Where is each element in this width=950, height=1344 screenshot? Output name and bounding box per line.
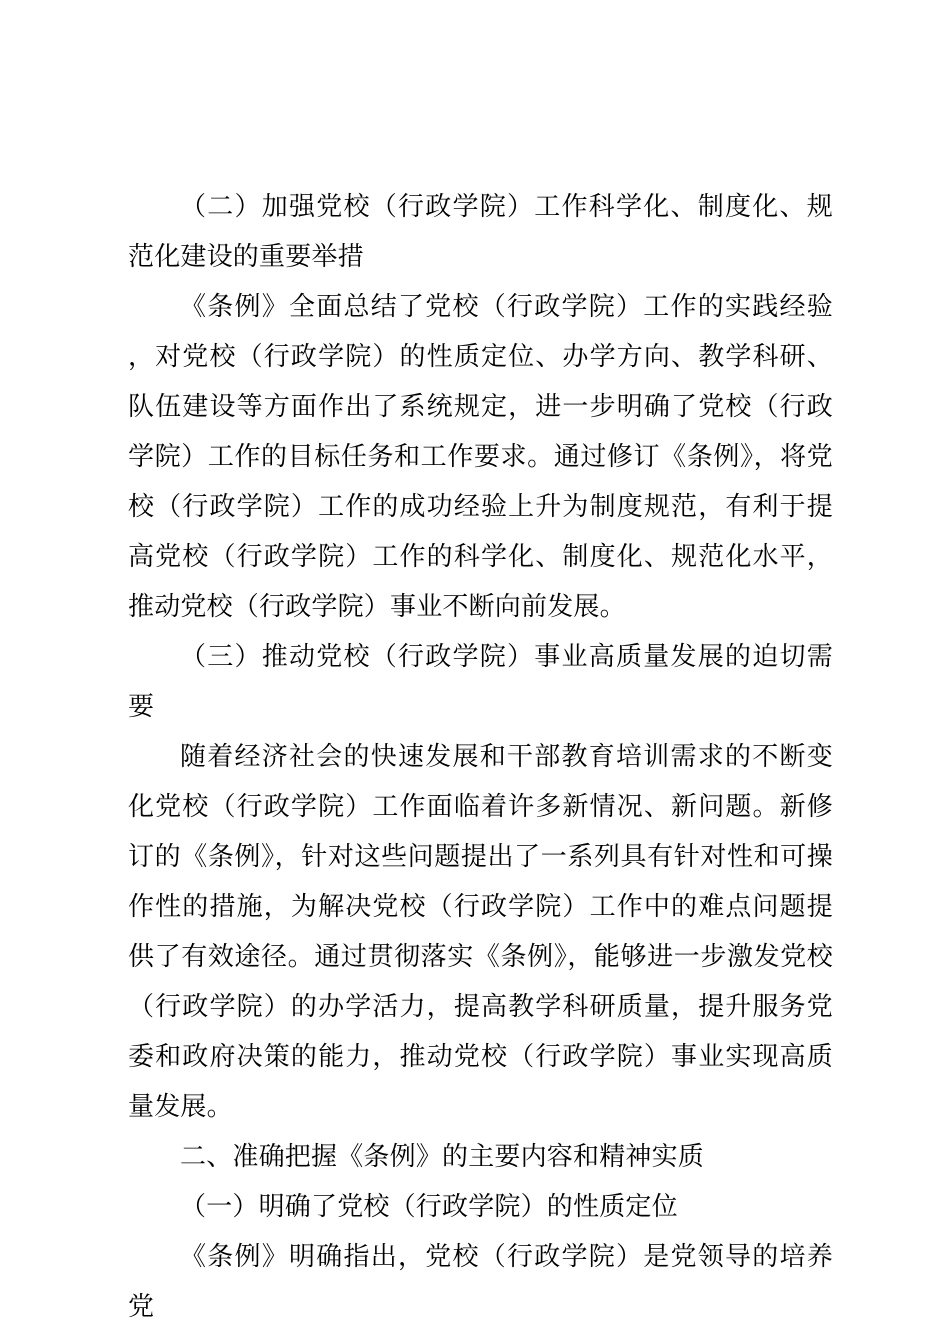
body-paragraph: 《条例》全面总结了党校（行政学院）工作的实践经验，对党校（行政学院）的性质定位、办学方向、教学科研、队伍建设等方面作出了系统规定，进一步明确了党校（行政学院）工作的目标任务和工作要求。通过修订《条例》，将党校（行政学院）工作的成功经验上升为制度规范，有利于提高党校（行政学院）工作的科学化、制度化、规范化水平，推动党校（行政学院）事业不断向前发展。 (128, 292, 833, 622)
body-paragraph: 随着经济社会的快速发展和干部教育培训需求的不断变化党校（行政学院）工作面临着许多新情况、新问题。新修订的《条例》，针对这些问题提出了一系列具有针对性和可操作性的措施，为解决党校（行政学院）工作中的难点问题提供了有效途径。通过贯彻落实《条例》，能够进一步激发党校（行政学院）的办学活力，提高教学科研质量，提升服务党委和政府决策的能力，推动党校（行政学院）事业实现高质量发展。 (128, 742, 833, 1122)
major-heading: 二、准确把握《条例》的主要内容和精神实质 (180, 1142, 705, 1172)
document-body (128, 182, 833, 1332)
section-heading-1: （一）明确了党校（行政学院）的性质定位 (180, 1192, 678, 1222)
body-paragraph: 《条例》明确指出，党校（行政学院）是党领导的培养党 (128, 1242, 833, 1322)
section-heading-3: （三）推动党校（行政学院）事业高质量发展的迫切需要 (128, 642, 833, 722)
section-heading-2: （二）加强党校（行政学院）工作科学化、制度化、规范化建设的重要举措 (128, 192, 833, 272)
